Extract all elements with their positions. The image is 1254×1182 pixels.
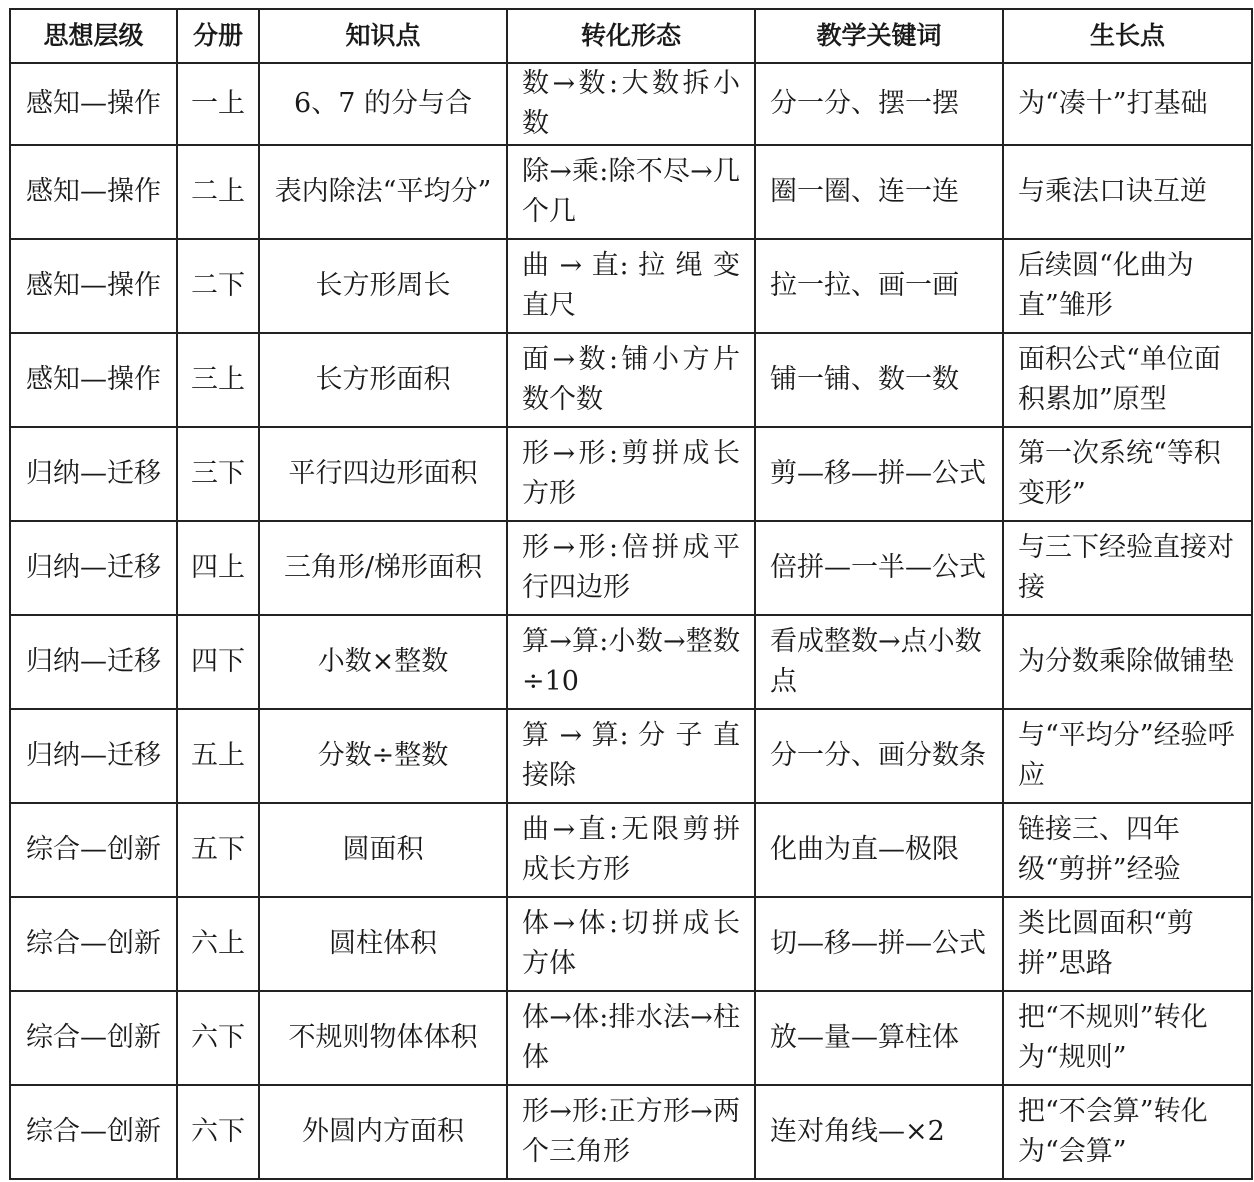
table-wrapper bbox=[9, 8, 1251, 1180]
cell-growth: 后续圆“化曲为直”雏形 bbox=[1003, 239, 1252, 333]
cell-topic: 长方形面积 bbox=[259, 333, 507, 427]
table-row bbox=[10, 333, 1252, 427]
cell-keywords: 分一分、摆一摆 bbox=[755, 63, 1003, 145]
cell-book: 五下 bbox=[177, 803, 259, 897]
cell-form: 体→体:切拼成长方体 bbox=[507, 897, 755, 991]
header-level: 思想层级 bbox=[10, 9, 177, 63]
table-row bbox=[10, 615, 1252, 709]
cell-keywords: 切—移—拼—公式 bbox=[755, 897, 1003, 991]
cell-keywords: 分一分、画分数条 bbox=[755, 709, 1003, 803]
cell-book: 六下 bbox=[177, 991, 259, 1085]
cell-level: 感知—操作 bbox=[10, 63, 177, 145]
cell-keywords: 拉一拉、画一画 bbox=[755, 239, 1003, 333]
header-row bbox=[10, 9, 1252, 63]
cell-topic: 6、7 的分与合 bbox=[259, 63, 507, 145]
header-form: 转化形态 bbox=[507, 9, 755, 63]
cell-level: 综合—创新 bbox=[10, 897, 177, 991]
cell-form: 除→乘:除不尽→几个几 bbox=[507, 145, 755, 239]
cell-keywords: 铺一铺、数一数 bbox=[755, 333, 1003, 427]
curriculum-table bbox=[9, 8, 1253, 1180]
cell-book: 二上 bbox=[177, 145, 259, 239]
cell-growth: 把“不会算”转化为“会算” bbox=[1003, 1085, 1252, 1179]
cell-form: 算→算:小数→整数÷10 bbox=[507, 615, 755, 709]
cell-growth: 与三下经验直接对接 bbox=[1003, 521, 1252, 615]
cell-growth: 为“凑十”打基础 bbox=[1003, 63, 1252, 145]
cell-keywords: 倍拼—一半—公式 bbox=[755, 521, 1003, 615]
cell-book: 六下 bbox=[177, 1085, 259, 1179]
cell-form: 形→形:倍拼成平行四边形 bbox=[507, 521, 755, 615]
cell-book: 五上 bbox=[177, 709, 259, 803]
cell-topic: 长方形周长 bbox=[259, 239, 507, 333]
cell-form: 形→形:剪拼成长方形 bbox=[507, 427, 755, 521]
cell-topic: 圆面积 bbox=[259, 803, 507, 897]
cell-form: 面→数:铺小方片数个数 bbox=[507, 333, 755, 427]
cell-growth: 第一次系统“等积变形” bbox=[1003, 427, 1252, 521]
header-book: 分册 bbox=[177, 9, 259, 63]
cell-level: 感知—操作 bbox=[10, 145, 177, 239]
cell-level: 综合—创新 bbox=[10, 803, 177, 897]
table-row bbox=[10, 991, 1252, 1085]
cell-growth: 面积公式“单位面积累加”原型 bbox=[1003, 333, 1252, 427]
cell-topic: 圆柱体积 bbox=[259, 897, 507, 991]
cell-book: 三下 bbox=[177, 427, 259, 521]
cell-book: 四下 bbox=[177, 615, 259, 709]
cell-form: 体→体:排水法→柱体 bbox=[507, 991, 755, 1085]
cell-topic: 表内除法“平均分” bbox=[259, 145, 507, 239]
cell-level: 归纳—迁移 bbox=[10, 427, 177, 521]
header-keywords: 教学关键词 bbox=[755, 9, 1003, 63]
cell-topic: 小数×整数 bbox=[259, 615, 507, 709]
table-row bbox=[10, 427, 1252, 521]
cell-form: 算 → 算: 分 子 直 接除 bbox=[507, 709, 755, 803]
table-row bbox=[10, 709, 1252, 803]
table-row bbox=[10, 239, 1252, 333]
cell-book: 一上 bbox=[177, 63, 259, 145]
cell-keywords: 看成整数→点小数点 bbox=[755, 615, 1003, 709]
cell-topic: 分数÷整数 bbox=[259, 709, 507, 803]
cell-keywords: 化曲为直—极限 bbox=[755, 803, 1003, 897]
cell-topic: 外圆内方面积 bbox=[259, 1085, 507, 1179]
table-row bbox=[10, 1085, 1252, 1179]
cell-book: 六上 bbox=[177, 897, 259, 991]
table-row bbox=[10, 897, 1252, 991]
cell-keywords: 放—量—算柱体 bbox=[755, 991, 1003, 1085]
cell-level: 归纳—迁移 bbox=[10, 615, 177, 709]
table-row bbox=[10, 803, 1252, 897]
cell-topic: 平行四边形面积 bbox=[259, 427, 507, 521]
table-row bbox=[10, 63, 1252, 145]
cell-growth: 链接三、四年级“剪拼”经验 bbox=[1003, 803, 1252, 897]
cell-level: 感知—操作 bbox=[10, 239, 177, 333]
cell-form: 曲 → 直: 拉 绳 变 直尺 bbox=[507, 239, 755, 333]
cell-level: 归纳—迁移 bbox=[10, 709, 177, 803]
cell-keywords: 圈一圈、连一连 bbox=[755, 145, 1003, 239]
cell-growth: 与“平均分”经验呼应 bbox=[1003, 709, 1252, 803]
cell-level: 归纳—迁移 bbox=[10, 521, 177, 615]
cell-growth: 类比圆面积“剪拼”思路 bbox=[1003, 897, 1252, 991]
cell-book: 四上 bbox=[177, 521, 259, 615]
cell-keywords: 连对角线—×2 bbox=[755, 1085, 1003, 1179]
table-row bbox=[10, 145, 1252, 239]
cell-keywords: 剪—移—拼—公式 bbox=[755, 427, 1003, 521]
cell-level: 综合—创新 bbox=[10, 1085, 177, 1179]
cell-topic: 不规则物体体积 bbox=[259, 991, 507, 1085]
cell-growth: 与乘法口诀互逆 bbox=[1003, 145, 1252, 239]
cell-book: 二下 bbox=[177, 239, 259, 333]
header-topic: 知识点 bbox=[259, 9, 507, 63]
cell-form: 曲→直:无限剪拼成长方形 bbox=[507, 803, 755, 897]
table-row bbox=[10, 521, 1252, 615]
cell-topic: 三角形/梯形面积 bbox=[259, 521, 507, 615]
cell-level: 感知—操作 bbox=[10, 333, 177, 427]
cell-growth: 把“不规则”转化为“规则” bbox=[1003, 991, 1252, 1085]
cell-form: 形→形:正方形→两个三角形 bbox=[507, 1085, 755, 1179]
cell-form: 数→数:大数拆小数 bbox=[507, 63, 755, 145]
cell-book: 三上 bbox=[177, 333, 259, 427]
cell-level: 综合—创新 bbox=[10, 991, 177, 1085]
cell-growth: 为分数乘除做铺垫 bbox=[1003, 615, 1252, 709]
header-growth: 生长点 bbox=[1003, 9, 1252, 63]
